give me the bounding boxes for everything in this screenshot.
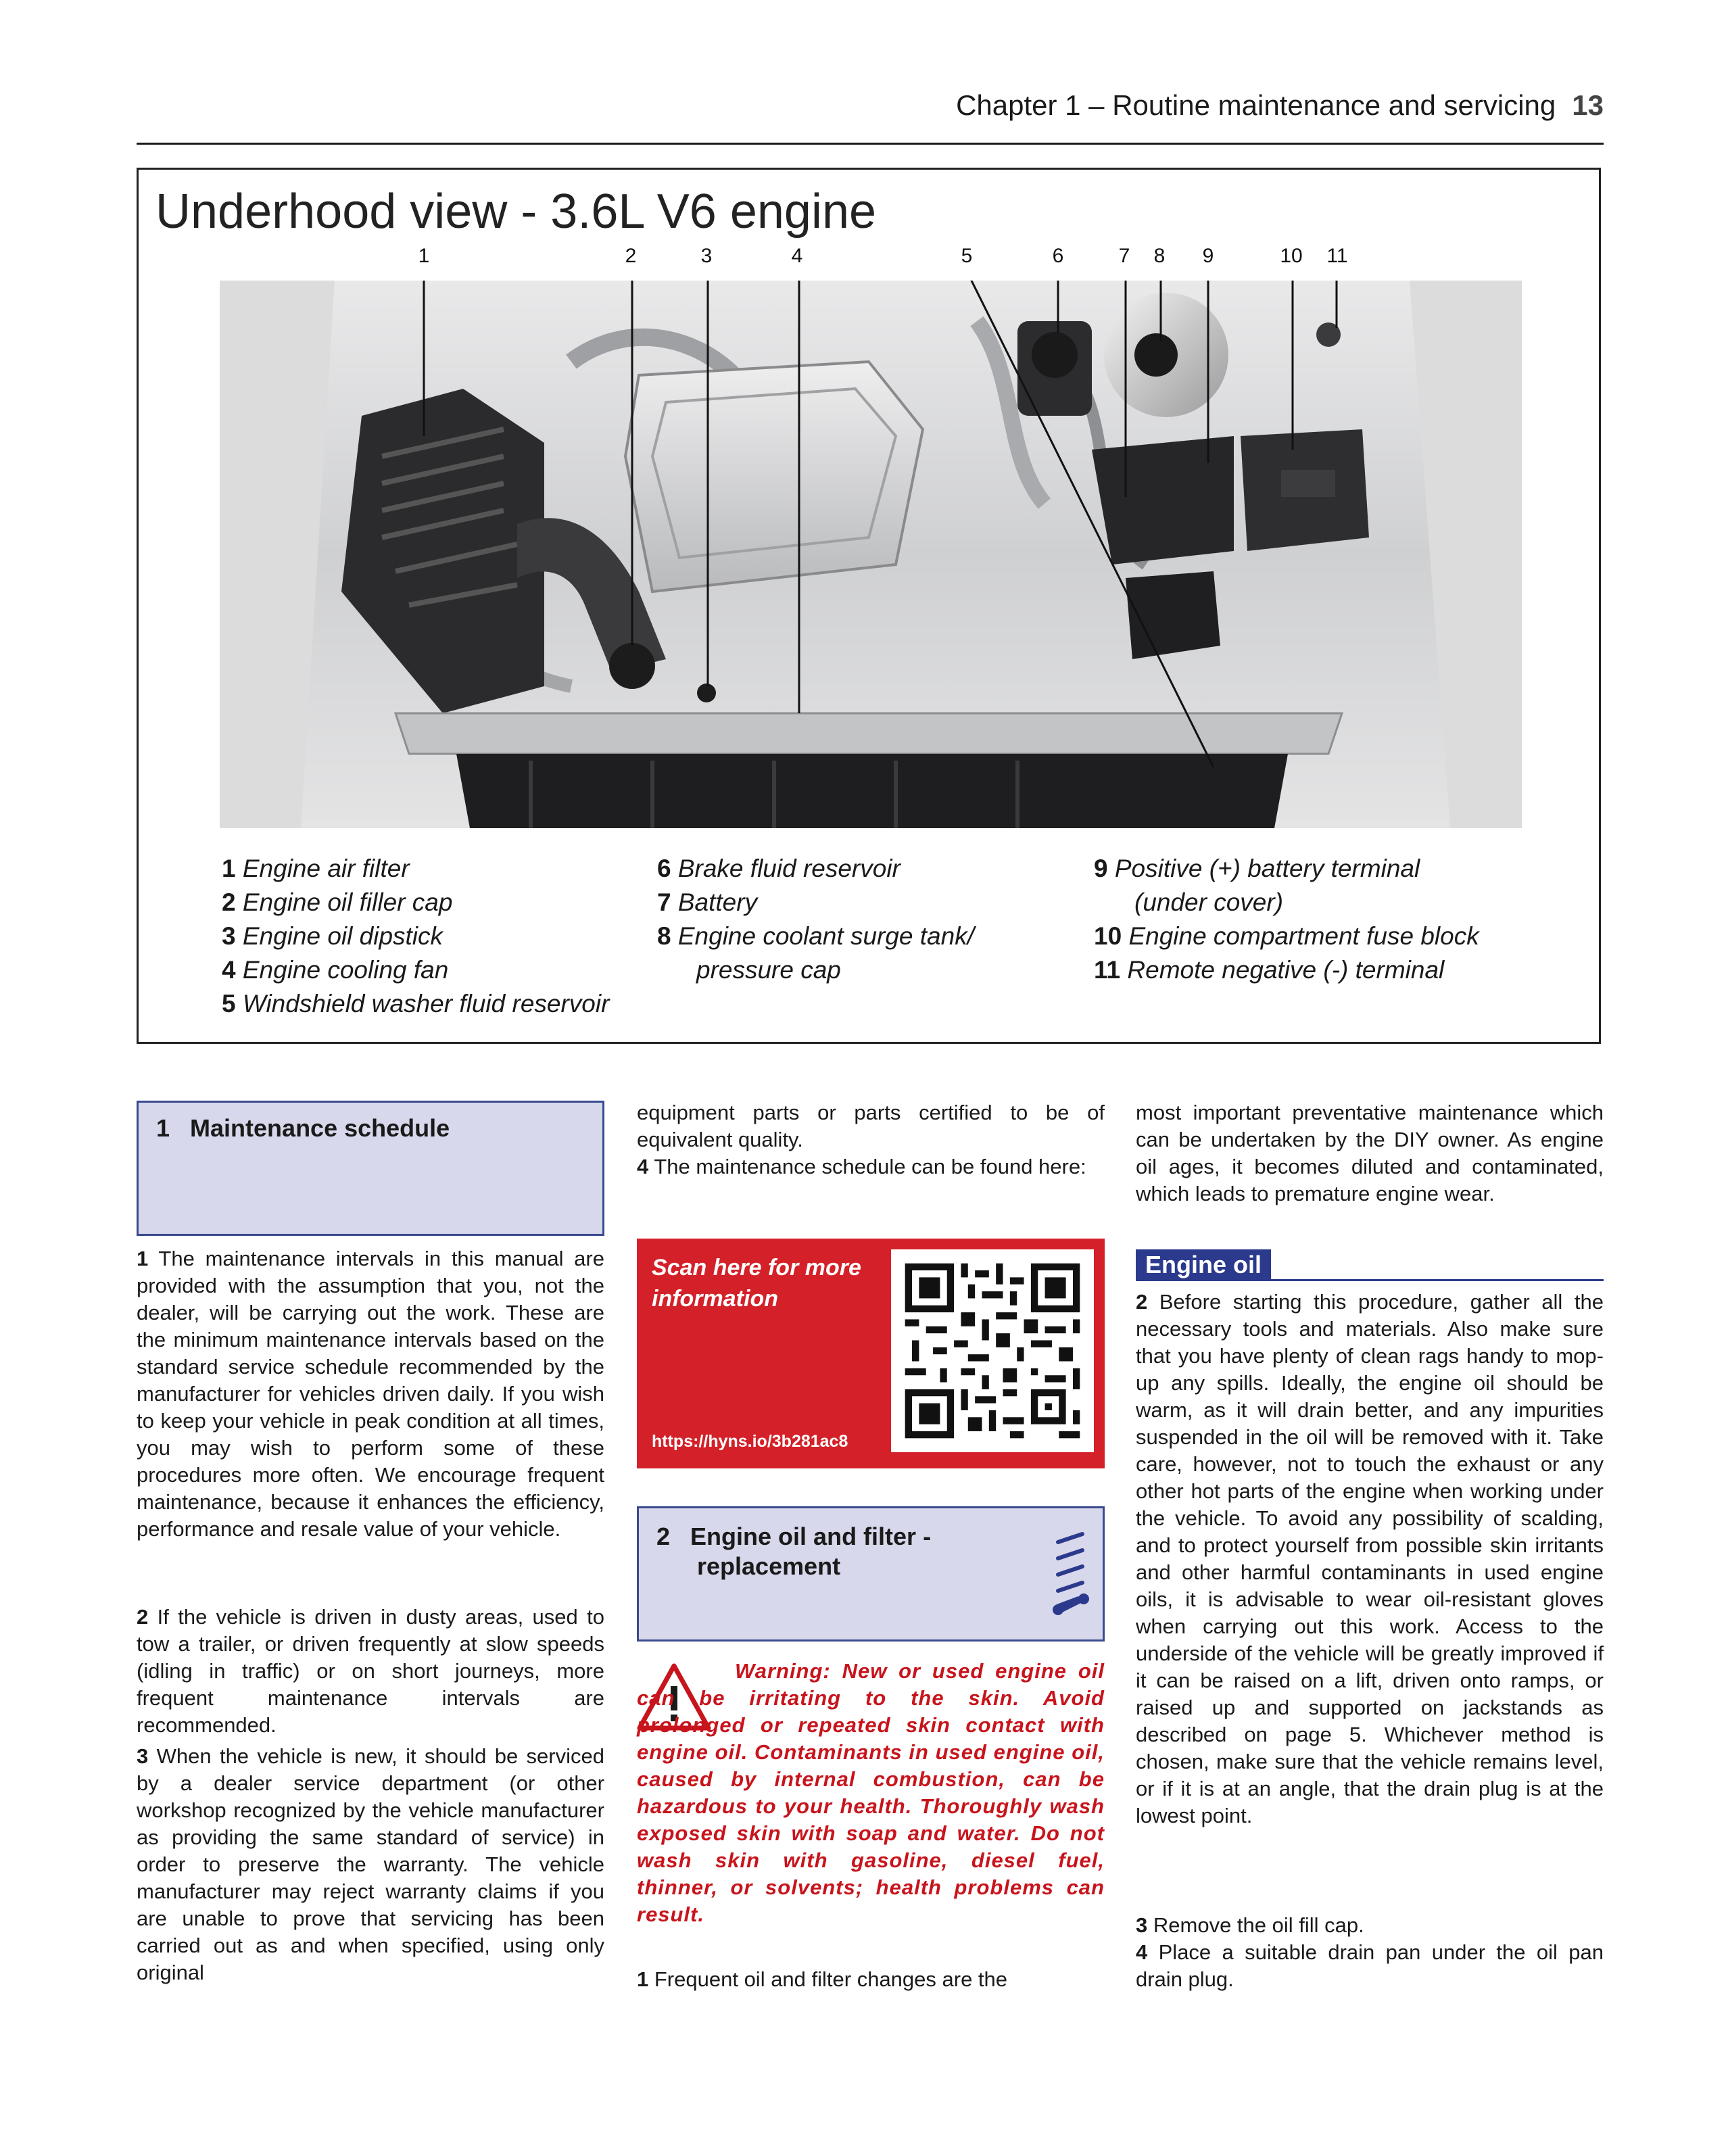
- section-1-paragraph-2: 2 If the vehicle is driven in dusty areas, used to tow a trailer, or driven frequently at slow speeds (idling in traffic) or on short journeys, more frequent maintenance intervals are recommended.: [137, 1605, 604, 1737]
- qr-code-icon: [891, 1249, 1094, 1452]
- callout-number: 4: [791, 245, 803, 267]
- header-rule: [137, 143, 1604, 145]
- engine-bay-photo: [220, 281, 1522, 828]
- section-2-paragraph-1: 1 Frequent oil and filter changes are the: [637, 1967, 1008, 1991]
- callout-number: 9: [1202, 245, 1214, 267]
- callout-number: 6: [1052, 245, 1064, 267]
- section-2-paragraph-3: 3 Remove the oil fill cap.: [1136, 1913, 1364, 1937]
- callout-number: 11: [1326, 245, 1348, 267]
- legend-item-2: 2 Engine oil filler cap: [222, 888, 453, 916]
- section-2-heading-box: [637, 1506, 1105, 1642]
- legend-item-7: 7 Battery: [657, 888, 758, 916]
- figure-title: Underhood view - 3.6L V6 engine: [155, 185, 877, 239]
- legend-item-10: 10 Engine compartment fuse block: [1094, 922, 1479, 950]
- qr-label: Scan here for more information: [652, 1255, 861, 1312]
- qr-code-panel[interactable]: [891, 1249, 1094, 1452]
- legend-item-4: 4 Engine cooling fan: [222, 956, 449, 984]
- callout-number: 1: [418, 245, 430, 267]
- section-2-paragraph-1-continued: most important preventative maintenance which can be undertaken by the DIY owner. As engine oil ages, it becomes diluted and contaminated, which leads to premature engine wear.: [1136, 1101, 1604, 1205]
- warning-text: Warning: New or used engine oil can be irritating to the skin. Avoid prolonged or repeated skin contact with engine oil. Contaminants in used engine oil, caused by internal combustion, can be hazardous to your health. Thoroughly wash exposed skin with soap and water. Do not wash skin with gasoline, diesel fuel, thinner, or solvents; health problems can result.: [637, 1659, 1105, 1926]
- callout-number: 2: [625, 245, 637, 267]
- section-1-paragraph-1: 1 The maintenance intervals in this manual are provided with the assumption that you, not the dealer, will be carrying out the work. These are the minimum maintenance intervals based on the standard service schedule recommended by the manufacturer for vehicles driven daily. If you wish to keep your vehicle in peak condition at all times, you may wish to perform some of these procedures more often. We encourage frequent maintenance, because it enhances the efficiency, performance and resale value of your vehicle.: [137, 1247, 604, 1541]
- running-header: [777, 89, 1604, 122]
- section-2-title: 2 Engine oil and filter - replacement: [656, 1523, 932, 1580]
- section-2-paragraph-2: 2 Before starting this procedure, gather all the necessary tools and materials. Also make sure that you have plenty of clean rags handy to mop-up any spills. Ideally, the engine oil should be warm, as it will drain better, and any impurities suspended in the oil will be removed with it. Take care, however, not to touch the exhaust or any other hot parts of the engine when working under the vehicle. To avoid any possibility of scalding, and to protect yourself from possible skin irritants and other harmful contaminants in used engine oils, it is advisable to wear oil-resistant gloves when carrying out this work. Access to the underside of the vehicle will be greatly improved if it can be raised on a lift, driven onto ramps, or raised up and supported on jackstands as described on page 5. Whichever method is chosen, make sure that the vehicle remains level, or if it is at an angle, that the drain plug is at the lowest point.: [1136, 1290, 1604, 1827]
- section-1-continuation: equipment parts or parts certified to be of equivalent quality.: [637, 1101, 1105, 1151]
- legend-item-3: 3 Engine oil dipstick: [222, 922, 443, 950]
- legend-item-6: 6 Brake fluid reservoir: [657, 855, 901, 882]
- section-1-heading-box: [137, 1101, 604, 1236]
- section-1-paragraph-4: 4 The maintenance schedule can be found here:: [637, 1155, 1086, 1178]
- legend-item-5: 5 Windshield washer fluid reservoir: [222, 990, 610, 1017]
- callout-number: 3: [700, 245, 713, 267]
- page-number: 13: [1572, 89, 1604, 121]
- legend-item-9: 9 Positive (+) battery terminal: [1094, 855, 1420, 882]
- section-1-paragraph-3: 3 When the vehicle is new, it should be serviced by a dealer service department (or other workshop recognized by the vehicle manufacturer as providing the same standard of service) in order to preserve the warranty. The vehicle manufacturer may reject warranty claims if you are unable to prove that servicing has been carried out as and when specified, using only original: [137, 1744, 604, 1984]
- callout-number: 7: [1118, 245, 1130, 267]
- legend-item-1: 1 Engine air filter: [222, 855, 410, 882]
- engine-oil-rule: [1136, 1279, 1604, 1281]
- legend-item-11: 11 Remote negative (-) terminal: [1094, 956, 1445, 984]
- legend-item-8-continued: pressure cap: [696, 956, 841, 984]
- legend-item-8: 8 Engine coolant surge tank/: [657, 922, 974, 950]
- section-1-title: 1 Maintenance schedule: [156, 1114, 450, 1142]
- section-2-paragraph-4: 4 Place a suitable drain pan under the oil pan drain plug.: [1136, 1940, 1604, 1991]
- engine-oil-subheading: Engine oil: [1136, 1249, 1271, 1280]
- wrench-difficulty-icon: [1051, 1529, 1092, 1623]
- callout-number: 5: [961, 245, 973, 267]
- chapter-title: Chapter 1 – Routine maintenance and servicing: [956, 89, 1556, 121]
- callout-number: 8: [1153, 245, 1166, 267]
- legend-item-9-continued: (under cover): [1134, 888, 1284, 916]
- callout-number: 10: [1280, 245, 1303, 267]
- qr-url-link[interactable]: https://hyns.io/3b281ac8: [652, 1432, 848, 1451]
